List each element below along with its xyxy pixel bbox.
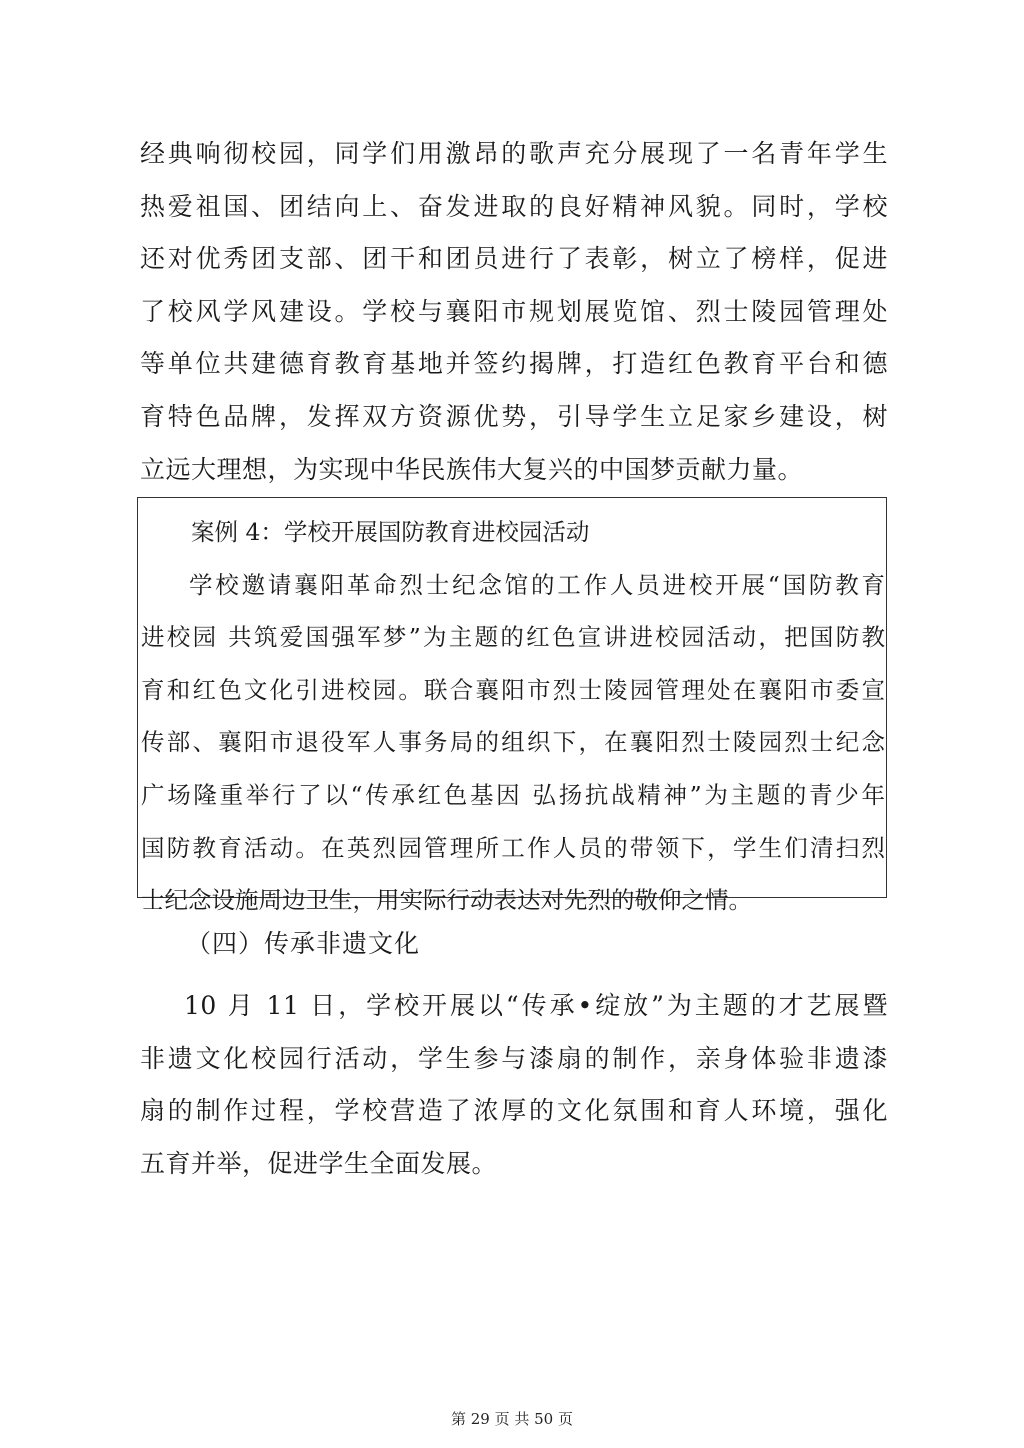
case-study-box: [137, 497, 887, 915]
paragraph-line: 还对优秀团支部、团干和团员进行了表彰，树立了榜样，促进: [140, 244, 888, 274]
paragraph-line: 10 月 11 日，学校开展以“传承•绽放”为主题的才艺展暨: [184, 991, 888, 1020]
case-study-title: 案例 4：学校开展国防教育进校园活动: [191, 518, 590, 546]
paragraph-2: [140, 980, 888, 1190]
paragraph-line: 经典响彻校园，同学们用激昂的歌声充分展现了一名青年学生: [140, 139, 888, 168]
paragraph-line: 五育并举，促进学生全面发展。: [140, 1148, 498, 1178]
paragraph-line: 立远大理想，为实现中华民族伟大复兴的中国梦贡献力量。: [140, 454, 804, 484]
paragraph-line: 育特色品牌，发挥双方资源优势，引导学生立足家乡建设，树: [140, 401, 888, 431]
case-study-content: [141, 506, 885, 927]
paragraph-line: 热爱祖国、团结向上、奋发进取的良好精神风貌。同时，学校: [140, 191, 888, 221]
paragraph-line: 非遗文化校园行活动，学生参与漆扇的制作，亲身体验非遗漆: [140, 1043, 888, 1073]
case-study-line: 传部、襄阳市退役军人事务局的组织下，在襄阳烈士陵园烈士纪念: [141, 728, 885, 757]
case-study-line: 学校邀请襄阳革命烈士纪念馆的工作人员进校开展“国防教育: [189, 570, 885, 599]
page-footer: 第 29 页 共 50 页: [450, 1410, 573, 1428]
paragraph-line: 扇的制作过程，学校营造了浓厚的文化氛围和育人环境，强化: [140, 1096, 888, 1126]
case-study-line: 士纪念设施周边卫生，用实际行动表达对先烈的敬仰之情。: [141, 886, 752, 915]
case-study-line: 国防教育活动。在英烈园管理所工作人员的带领下，学生们清扫烈: [141, 833, 885, 862]
case-study-line: 广场隆重举行了以“传承红色基因 弘扬抗战精神”为主题的青少年: [141, 780, 885, 809]
case-study-line: 育和红色文化引进校园。联合襄阳市烈士陵园管理处在襄阳市委宣: [141, 675, 885, 704]
paragraph-line: 等单位共建德育教育基地并签约揭牌，打造红色教育平台和德: [140, 349, 888, 379]
paragraph-line: 了校风学风建设。学校与襄阳市规划展览馆、烈士陵园管理处: [140, 296, 888, 326]
paragraph-1: [140, 128, 888, 496]
section-heading: （四）传承非遗文化: [186, 929, 421, 958]
case-study-line: 进校园 共筑爱国强军梦”为主题的红色宣讲进校园活动，把国防教: [141, 623, 885, 652]
